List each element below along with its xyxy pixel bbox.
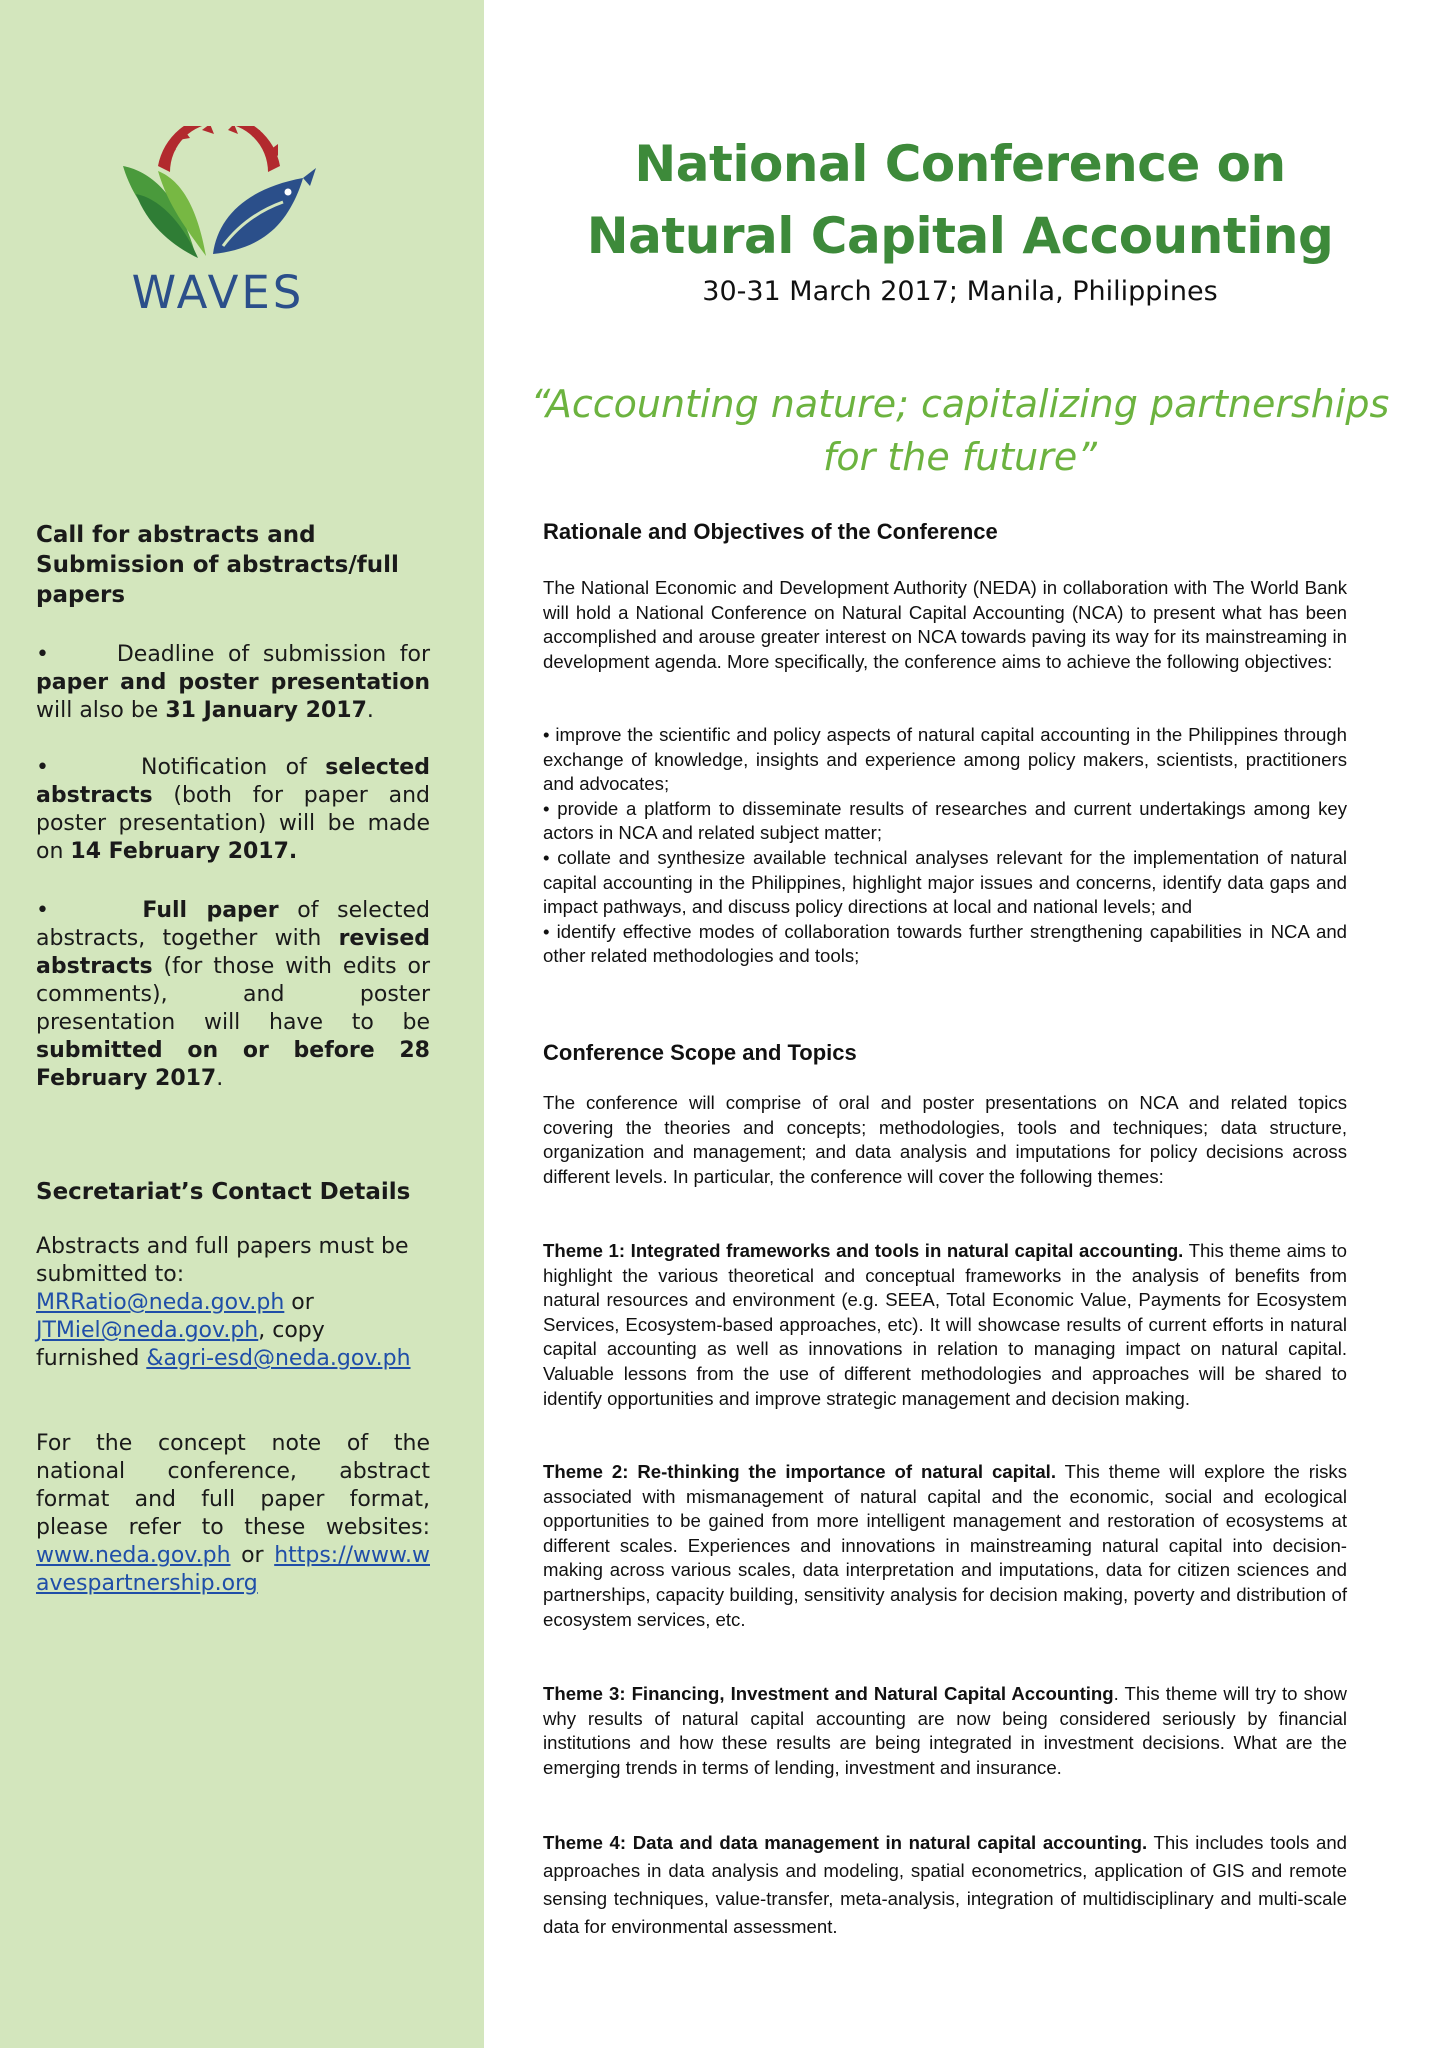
- concept-note-info: For the concept note of the national conference, abstract format and full paper format, please refer to these websites: www.neda.gov.ph or https://www.wavespartnership.org: [36, 1431, 430, 1596]
- scope-intro: The conference will comprise of oral and poster presentations on NCA and related topics covering the theories and concepts; methodologies, tools and techniques; data structure, organization and management; and data analysis and imputations for policy decisions across different levels. In particular, the conference will cover the following themes:: [543, 1092, 1347, 1187]
- bullet-glyph: •: [36, 642, 49, 667]
- notification-bullet: • Notification of selected abstracts (both for paper and poster presentation) will be made on 14 February 2017.: [36, 755, 430, 864]
- waves-logo-icon: [118, 126, 318, 261]
- tagline-line1: “Accounting nature; capitalizing partnerships: [530, 382, 1390, 426]
- conference-title-line2: Natural Capital Accounting: [586, 207, 1334, 265]
- theme-4: Theme 4: Data and data management in natural capital accounting. This includes tools and approaches in data analysis and modeling, spatial econometrics, application of GIS and remote sensing techniques, value-transfer, meta-analysis, integration of multidisciplinary and multi-scale data for environmental assessment.: [543, 1832, 1347, 1937]
- bullet-glyph: •: [36, 755, 49, 780]
- theme-3-title: Theme 3: Financing, Investment and Natural Capital Accounting: [543, 1683, 1114, 1704]
- scope-heading: Conference Scope and Topics: [543, 1040, 857, 1065]
- bullet-glyph: •: [36, 898, 49, 923]
- email-link-jtmiel[interactable]: JTMiel@neda.gov.ph: [36, 1318, 259, 1343]
- email-link-mrratio[interactable]: MRRatio@neda.gov.ph: [36, 1290, 285, 1315]
- website-link-waves[interactable]: https://www.wavespartnership.org: [36, 1543, 430, 1596]
- theme-2: Theme 2: Re-thinking the importance of natural capital. This theme will explore the risks associated with mismanagement of natural capital and the economic, social and ecological opportunities to be gained from more intelligent management and restoration of ecosystems at different scales. Experiences and innovations in mainstreaming natural capital into decision-making across various scales, data interpretation and imputations, data for citizen sciences and partnerships, capacity building, sensitivity analysis for decision making, poverty and distribution of ecosystem services, etc.: [543, 1461, 1347, 1630]
- objective-item: • improve the scientific and policy aspects of natural capital accounting in the Philippines through exchange of knowledge, insights and experience among policy makers, scientists, practitioners and advocates;: [543, 724, 1347, 795]
- tagline-line2: for the future”: [823, 435, 1097, 479]
- theme-3: Theme 3: Financing, Investment and Natural Capital Accounting. This theme will try to show why results of natural capital accounting are now being considered seriously by financial institutions and how these results are being integrated in investment decisions. What are the emerging trends in terms of lending, investment and insurance.: [543, 1683, 1347, 1778]
- waves-logo: [118, 126, 318, 319]
- objective-item: • provide a platform to disseminate results of researches and current undertakings among key actors in NCA and related subject matter;: [543, 797, 1347, 844]
- objective-item: • collate and synthesize available technical analyses relevant for the implementation of natural capital accounting in the Philippines, highlight major issues and concerns, identify data gaps and impact pathways, and discuss policy directions at local and national levels; and: [543, 846, 1347, 918]
- theme-2-title: Theme 2: Re-thinking the importance of natural capital.: [543, 1461, 1057, 1482]
- theme-1: Theme 1: Integrated frameworks and tools in natural capital accounting. This theme aims to highlight the various theoretical and conceptual frameworks in the analysis of benefits from natural resources and environment (e.g. SEEA, Total Economic Value, Payments for Ecosystem Services, Ecosystem-based approaches, etc). It will showcase results of current efforts in natural capital accounting as well as innovations in relation to managing impact on natural capital. Valuable lessons from the use of different methodologies and approaches will be shared to identify opportunities and improve strategic management and decision making.: [543, 1240, 1347, 1409]
- website-link-neda[interactable]: www.neda.gov.ph: [36, 1543, 231, 1568]
- logo-wordmark: WAVES: [131, 266, 305, 319]
- contact-details: Abstracts and full papers must be submitted to: MRRatio@neda.gov.ph or JTMiel@neda.gov.ph, copy furnished &agri-esd@neda.gov.ph: [36, 1234, 411, 1371]
- rationale-heading: Rationale and Objectives of the Conference: [543, 519, 998, 544]
- objective-item: • identify effective modes of collaboration towards further strengthening capabilities in NCA and other related methodologies and tools;: [543, 920, 1347, 967]
- email-link-agri-esd[interactable]: &agri-esd@neda.gov.ph: [146, 1346, 411, 1371]
- rationale-intro: The National Economic and Development Authority (NEDA) in collaboration with The World Bank will hold a National Conference on Natural Capital Accounting (NCA) to present what has been accomplished and arouse greater interest on NCA towards paving its way for its mainstreaming in development agenda. More specifically, the conference aims to achieve the following objectives:: [543, 577, 1347, 672]
- deadline-bullet: • Deadline of submission for paper and poster presentation will also be 31 January 2017.: [36, 642, 430, 723]
- conference-tagline: [520, 378, 1400, 484]
- theme-4-title: Theme 4: Data and data management in natural capital accounting.: [543, 1832, 1148, 1853]
- conference-title-line1: National Conference on: [634, 135, 1286, 193]
- conference-date-location: 30-31 March 2017; Manila, Philippines: [702, 276, 1218, 307]
- full-paper-bullet: • Full paper of selected abstracts, together with revised abstracts (for those with edits or comments), and poster presentation will have to be submitted on or before 28 February 2017.: [36, 898, 431, 1091]
- theme-1-title: Theme 1: Integrated frameworks and tools in natural capital accounting.: [543, 1240, 1184, 1261]
- contact-heading: Secretariat’s Contact Details: [36, 1179, 411, 1205]
- objectives-list: [543, 723, 1347, 969]
- call-for-abstracts-heading: Call for abstracts and Submission of abstracts/full papers: [36, 522, 399, 608]
